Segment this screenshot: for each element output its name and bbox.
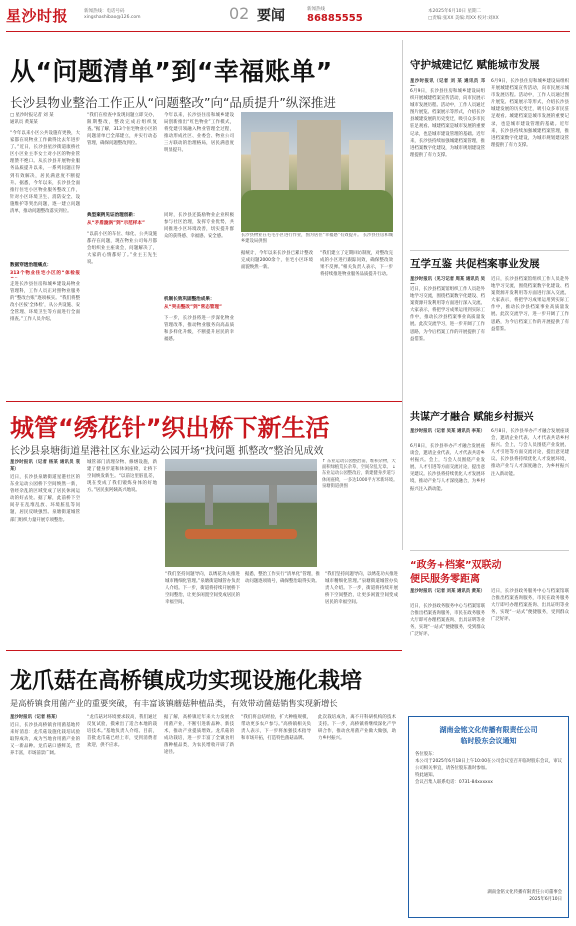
notice-box [408,716,569,918]
byline-line-2: 通讯员 黄某某 [10,120,38,126]
right1-body-b: 6月9日，长沙县住房和城乡建设局组织开展城建档案宣传活动，向市民展示城市发展历程。活动中，工作人员通过图片展览、档案展示等形式，介绍长沙县城建发展的历史变迁，吸引众多市民驻足观看。城建档案是城市发展的重要记录，也是城市建设管理的基础。近年来，长沙县持续加强城建档案管理，推进档案数字化建设，为城市规划建设管理提供了有力支撑。 [491,79,569,148]
notice-title: 湖南金铭文化传播有限责任公司 [439,726,538,734]
pillar-shape [269,485,277,525]
byline-line-1: □ 星沙时报记者 刘 某 [10,113,54,118]
notice-title2: 临时股东会议通知 [460,737,517,745]
building-shape [251,132,289,192]
story1-col3b: 同时，长沙县还鼓励物业企业积极参与社区治理，发挥专业优势，共同推进小区环境改善，切实提升群众的获得感、幸福感、安全感。 [164,213,234,240]
page-number: 02 [229,4,250,23]
meta-line-1: 本2025年6月10日 星期二 [428,9,481,14]
story1-subtitle2: 典型案例见证治理创新： [87,213,138,218]
right4-body-b: 近日，长沙县政务服务中心与档案馆联合推出档案查询服务，市民在政务服务大厅即可办理档案查询、出具证明等业务，实现“一站式”便捷服务，受到群众广泛好评。 [491,589,569,623]
story3-col3: 据了解，高桥镇近年来大力发展食用菌产业，不断引进新品种、新技术，推动产业提质增效。龙爪菇的成功栽培，进一步丰富了全镇食用菌种植品类，为农民增收开辟了新途径。 [164,715,234,756]
notice-footer: 湖南金铭文化传播有限责任公司董事会 2025年6月10日 [487,890,562,903]
story1-headline: 从“问题清单”到“幸福账单” [10,57,333,86]
right1-body-a: 6月9日，长沙县住房和城乡建设局组织开展城建档案宣传活动，向市民展示城市发展历程。活动中，工作人员通过图片展览、档案展示等形式，介绍长沙县城建发展的历史变迁，吸引众多市民驻足观看。城建档案是城市发展的重要记录，也是城市建设管理的基础。近年来，长沙县持续加强城建档案管理，推进档案数字化建设，为城市规划建设管理提供了有力支撑。 [410,89,485,158]
story2-col5: “我们坚持问题导向，以绣花功夫推进城市精细化管理。”泉塘街道城管办负责人介绍。下一步，街道将持续开展桥下空间整治，让更多闲置空间变成居民的幸福空间。 [325,572,398,606]
story1-subtitle3b: 从“突击整改”到“常态管理” [164,305,223,310]
hotline-number: 86885555 [307,13,363,24]
right4-title2: 便民服务零距离 [410,574,480,585]
column-divider [402,40,403,550]
story2-col1: 近日，长沙县泉塘街道星港社区的东业运动公园桥下空间焕然一新，曾经杂乱的区域变成了居民休闲运动的好去处。据了解，此前桥下空间存在乱堆乱放、环境脏乱等问题，居民反映强烈。泉塘街道城管部门组织力量开展专项整治。 [10,475,80,523]
right-divider [410,250,569,251]
section-title: 要闻 [257,8,285,24]
story1-subtitle2b: 从“矛盾漩涡”到“示范样本” [87,221,146,226]
meta-line-2: □责编:张XX 美编:周XX 校对:刘XX [428,16,499,21]
story1-subtitle1: 数据穿透治理痛点： [10,263,52,268]
bridge-shape [165,471,317,485]
right3-title: 共谋产才融合 赋能乡村振兴 [410,412,534,423]
story1-photo-caption: 长沙县物业在毛毛小区进行作业，图为居住“幸福感”有效提升。 长沙县住房和城乡建设局供图 [241,233,393,245]
right3-body-a: 6月8日，长沙县举办产才融合发展座谈会，邀请企业代表、人才代表共话乡村振兴。会上，与会人员围绕产业发展、人才引进等方面交流讨论，提出意见建议。长沙县将持续优化人才发展环境，推动产业与人才深度融合，为乡村振兴注入新动能。 [410,444,485,492]
story2-col4: 据悉，整治工作实行“清单化”管理，推动问题逐项销号，确保整治取得实效。 [245,572,320,585]
right4-title: “政务+档案”双联动 [410,560,502,571]
story1-subtitle1b: 313个物业住宅小区的“体检报 [10,271,80,276]
story1-col6: 下一步，长沙县将进一步深化物业管理改革，推动物业服务向高品质和多样化升级，不断提升居民的幸福感。 [164,316,234,343]
pillar-shape [205,485,213,525]
story3-headline: 龙爪菇在高桥镇成功实现设施化栽培 [10,669,363,694]
right2-body-a: 近日，长沙县档案馆组织工作人员赴外地学习交流，围绕档案数字化建设、档案资源开发利用等方面进行深入交流。大家表示，将把学习成果运用到实际工作中，推动长沙县档案事业高质量发展。此次交流学习，进一步开阔了工作思路，为今后档案工作的开展提供了有益借鉴。 [410,287,485,342]
story2-photo [165,459,317,567]
story3-col5: 此次栽培成功，离不开科研机构的技术支持。下一步，高桥镇将继续深化产学研合作，推动食用菌产业做大做强，助力乡村振兴。 [318,715,396,742]
notice-body: 各位股东： 本公司于2025年6月18日上午10:00在公司会议室召开临时股东会议，审议公司相关事宜，请各位股东准时参加。 特此通知。 会议召集人联系电话：0731-84xxxxxx [415,752,562,786]
story2-subhead: 长沙县泉塘街道星港社区东业运动公园开场“找问题 抓整改”整治见成效 [10,446,324,457]
story2-headline: 城管“绣花针”织出桥下新生活 [10,414,330,442]
story2-col3: “我们坚持问题导向，以绣花功夫推进城市精细化管理。”泉塘街道城管办负责人介绍。下一步，街道将持续开展桥下空间整治，让更多闲置空间变成居民的幸福空间。 [165,572,240,606]
right-divider [410,550,569,551]
story1-col1: “今年以来小区公共设施有更换，大家都在说物业工作做得比去年进步了。”近日，长沙县星沙街道康桥社区小区业主李女士对小区的物业管理赞不绝口。从长沙县开展物业服务品质提升以来，一系列问题正得到有效解决，居民满意度不断提升。据悉，今年以来，长沙县全面推行住宅小区物业服务整改工作，针对小区环境卫生、消防安全、设施维护等突出问题，逐一建立问题清单，推动问题整改落实到位。 [10,131,80,215]
hotline-label: 新闻热线 [307,7,325,12]
right4-byline: 星沙时报讯（记者 刘某 通讯员 黄某） [410,589,485,594]
masthead-rule [6,31,570,32]
right1-byline: 星沙时报讯（记者 刘 某 通讯员 邓 [410,79,485,84]
story3-col4: “我们将总结经验，扩大种植规模，带动更多农户参与。”高桥镇相关负责人表示，下一步将加强技术指导和市场开拓，打造特色菌菇品牌。 [241,715,311,742]
right2-title: 互学互鉴 共促档案事业发展 [410,258,540,270]
building-shape [297,120,341,192]
story1-col5: “我们建立了定期回访制度，对整改完成的小区进行跟踪问效，确保整改效果不反弹。”相关负责人表示，下一步将持续推进物业服务品质提升行动。 [320,251,393,278]
right3-body-b: 6月8日，长沙县举办产才融合发展座谈会，邀请企业代表、人才代表共话乡村振兴。会上，与会人员围绕产业发展、人才引进等方面交流讨论，提出意见建议。长沙县将持续优化人才发展环境，推动产业与人才深度融合，为乡村振兴注入新动能。 [491,429,569,477]
story3-col1: 近日，长沙县高桥镇食用菌基地传来好消息：龙爪菇设施化栽培试验取得成功，成为当地食用菌产业的又一新品种。龙爪菇口感鲜美，营养丰富，市场前景广阔。 [10,723,80,757]
story3-col2: “龙爪菇对环境要求较高，我们通过反复试验，摸索出了适合本地的栽培技术。”基地负责人介绍。目前，首批龙爪菇已经上市，受到消费者欢迎，供不应求。 [87,715,157,749]
right3-byline: 星沙时报讯（记者 吴某 通讯员 李某） [410,429,485,434]
story1-byline [10,112,80,128]
story1-col1b: 走进长沙县住房和城乡建设局物业管理科，工作人员正对照物业服务的“整改台账”逐项核实。“我们将整改小区按‘全体检’，从公共设施、安全管理、环境卫生等方面进行全面排查。”工作人员介绍。 [10,282,80,323]
right4-body-a: 近日，长沙县政务服务中心与档案馆联合推出档案查询服务，市民在政务服务大厅即可办理档案查询、出具证明等业务，实现“一站式”便捷服务，受到群众广泛好评。 [410,604,485,638]
story3-top-rule [6,650,402,651]
story1-col4: 据统计，今年以来长沙县已累计整改完成问题2000余个，住宅小区环境面貌焕然一新。 [241,251,313,271]
story1-col2: “我们在检查中发现问题立即交办，限期整改，整改完成后组织复查。”据了解，313个住宅物业小区的问题清单已全部建立，并实行动态管理，确保问题整改到位。 [87,113,157,147]
story3-byline: 星沙时报讯（记者 杨某） [10,715,60,720]
story1-col2b: “以前小区的车位、绿化、公共设施都存在问题，现在物业公司每月都会组织业主座谈会，问题解决了，大家的心情都好了。”业主王先生说。 [87,232,157,266]
right1-title: 守护城建记忆 赋能城市发展 [410,59,540,71]
story2-col2: 城管部门清理杂物、修缮设施，新建了健身步道和休闲座椅，让桥下空间焕发新生。“以前这里脏乱差，现在变成了我们锻炼身体的好地方。”居民张阿姨高兴地说。 [87,460,157,494]
right2-body-b: 近日，长沙县档案馆组织工作人员赴外地学习交流，围绕档案数字化建设、档案资源开发利用等方面进行深入交流。大家表示，将把学习成果运用到实际工作中，推动长沙县档案事业高质量发展。此次交流学习，进一步开阔了工作思路，为今后档案工作的开展提供了有益借鉴。 [491,277,569,332]
story2-photo-caption: ↑ 东业运动公园整治前，堆积杂物，大面积绿植荒长杂草，空间杂乱无章。 ↓ 东业运动公园整改后，新建健身步道与休闲座椅，一多达1000平方米新环境。 泉塘街道供图 [322,459,398,489]
story1-subhead: 长沙县物业整治工作正从“问题整改”向“品质提升”纵深推进 [10,95,336,110]
story1-subtitle3: 机制长效巩固整治成果： [164,297,215,302]
logo-sub-1: 新闻热线：电话号码 [84,9,125,14]
story2-byline: 星沙时报讯（记者 杨某 通讯员 袁某） [10,460,80,473]
masthead [0,0,576,34]
logo: 星沙时报 [6,7,69,25]
path-shape [185,529,297,539]
tree-shape [241,190,393,232]
right2-byline: 星沙时报讯（见习记者 周某 通讯员 吴 [410,277,485,282]
logo-sub-2: xingshashibao@126.com [84,15,141,20]
story3-subhead: 是高桥镇食用菌产业的重要突破，有丰富该镇蘑菇种植品类，有效带动菌菇销售实现新增长 [10,698,338,708]
story1-photo [241,112,393,232]
story2-top-rule [6,401,402,402]
building-shape [349,140,385,192]
story1-col3: 今年以来，长沙县住房和城乡建设局创新推出“红色物业”工作模式，将党建引领融入物业管理全过程，推动形成社区、业委会、物业公司三方联动的治理格局，居民满意度明显提升。 [164,113,234,154]
